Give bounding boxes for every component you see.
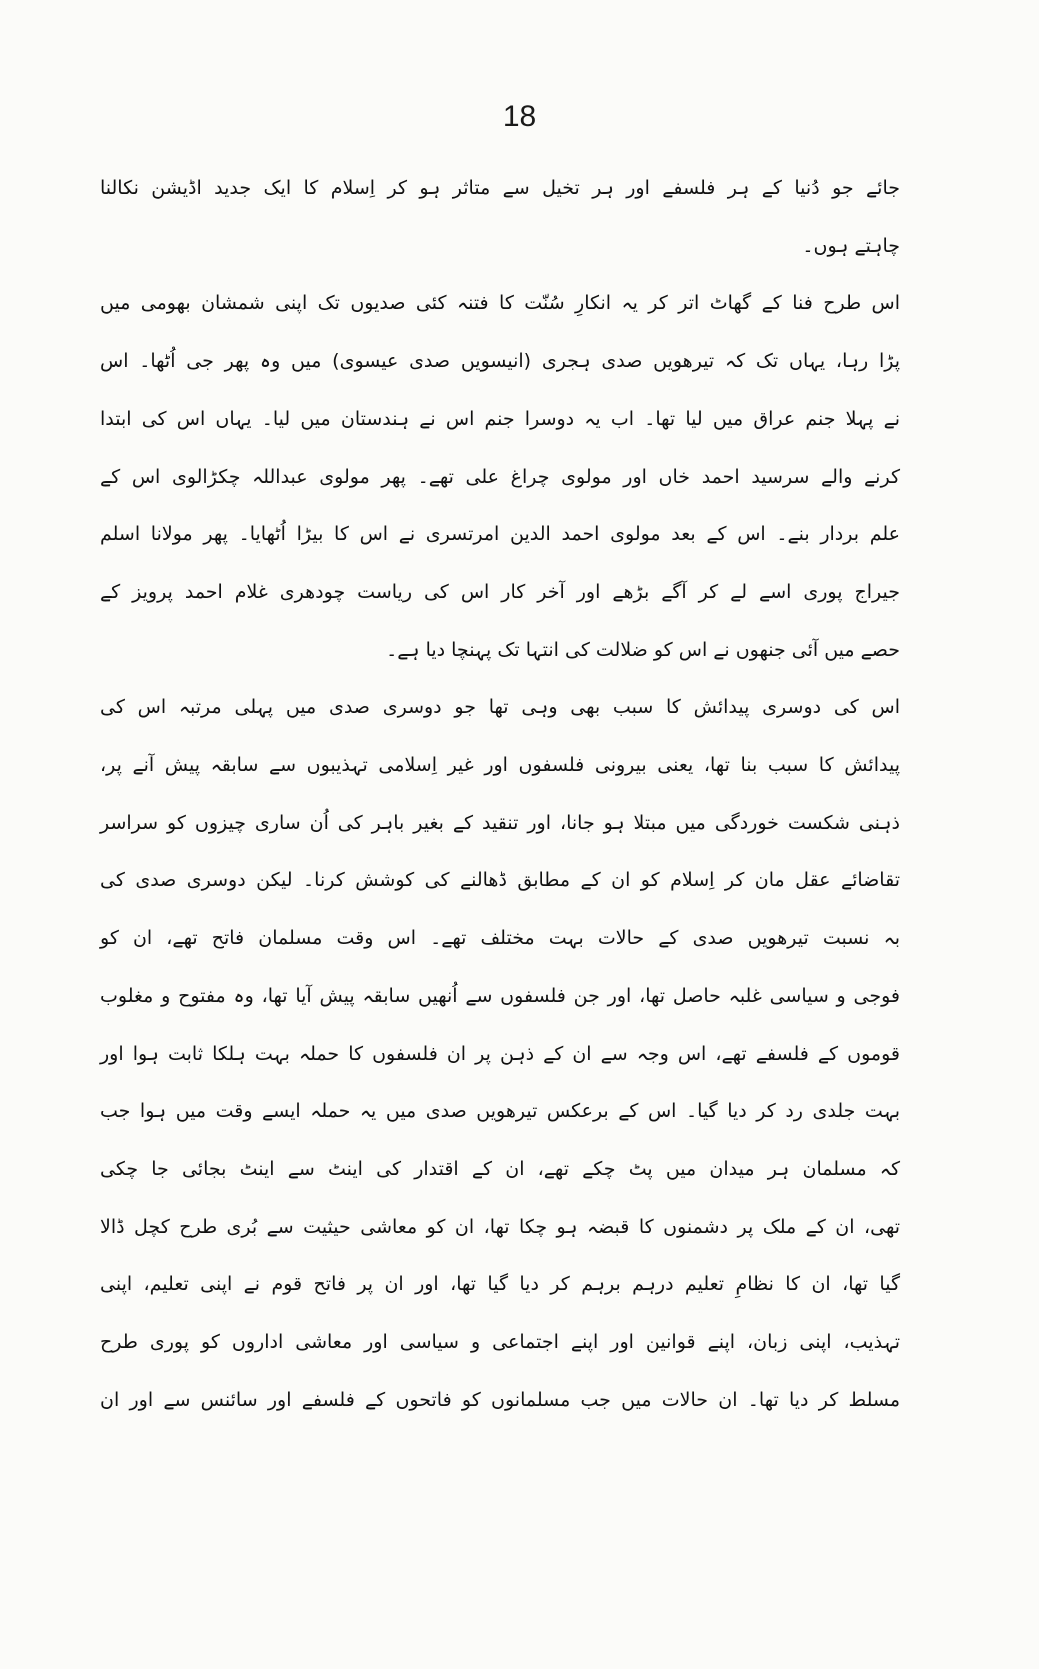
- text-line: جیراج پوری اسے لے کر آگے بڑھے اور آخر کار اس کی ریاست چودھری غلام احمد پرویز کے: [100, 580, 900, 603]
- text-line: فوجی و سیاسی غلبہ حاصل تھا، اور جن فلسفوں سے اُنھیں سابقہ پیش آیا تھا، وہ مفتوح و مغلوب: [100, 984, 900, 1007]
- text-line: چاہتے ہوں۔: [802, 234, 900, 257]
- text-line: پڑا رہا، یہاں تک کہ تیرھویں صدی ہجری (انیسویں صدی عیسوی) میں وہ پھر جی اُٹھا۔ اس: [100, 350, 900, 373]
- text-line: گیا تھا، ان کا نظامِ تعلیم درہم برہم کر دیا گیا تھا، اور ان پر فاتح قوم نے اپنی تعلیم، اپنی: [100, 1273, 900, 1296]
- text-line: کہ مسلمان ہر میدان میں پٹ چکے تھے، ان کے اقتدار کی اینٹ سے اینٹ بجائی جا چکی: [100, 1157, 900, 1180]
- text-line: جائے جو دُنیا کے ہر فلسفے اور ہر تخیل سے متاثر ہو کر اِسلام کا ایک جدید اڈیشن نکالنا: [100, 177, 900, 199]
- text-line: مسلط کر دیا تھا۔ ان حالات میں جب مسلمانوں کو فاتحوں کے فلسفے اور سائنس سے اور ان: [100, 1388, 900, 1411]
- text-line: نے پہلا جنم عراق میں لیا تھا۔ اب یہ دوسرا جنم اس نے ہندستان میں لیا۔ یہاں اس کی ابتدا: [100, 407, 900, 430]
- text-line: بہ نسبت تیرھویں صدی کے حالات بہت مختلف تھے۔ اس وقت مسلمان فاتح تھے، ان کو: [100, 927, 900, 950]
- text-line: تقاضائے عقل مان کر اِسلام کو ان کے مطابق ڈھالنے کی کوشش کرنا۔ لیکن دوسری صدی کی: [100, 869, 900, 892]
- text-line: بہت جلدی رد کر دیا گیا۔ اس کے برعکس تیرھویں صدی میں یہ حملہ ایسے وقت میں ہوا جب: [100, 1100, 900, 1123]
- page-body-text: [100, 160, 900, 1429]
- text-line: کرنے والے سرسید احمد خاں اور مولوی چراغ علی تھے۔ پھر مولوی عبداللہ چکڑالوی اس کے: [100, 465, 900, 488]
- text-line: تہذیب، اپنی زبان، اپنے قوانین اور اپنے اجتماعی و سیاسی اور معاشی اداروں کو پوری طرح: [100, 1331, 900, 1354]
- text-line: پیدائش کا سبب بنا تھا، یعنی بیرونی فلسفوں اور غیر اِسلامی تہذیبوں سے سابقہ پیش آنے پر،: [100, 754, 900, 777]
- text-line: تھی، ان کے ملک پر دشمنوں کا قبضہ ہو چکا تھا، ان کو معاشی حیثیت سے بُری طرح کچل ڈالا: [100, 1215, 900, 1238]
- text-line: اس طرح فنا کے گھاٹ اتر کر یہ انکارِ سُنّت کا فتنہ کئی صدیوں تک اپنی شمشان بھومی میں: [100, 292, 900, 315]
- text-line: علم بردار بنے۔ اس کے بعد مولوی احمد الدین امرتسری نے اس کا بیڑا اُٹھایا۔ پھر مولانا اسلم: [100, 523, 900, 546]
- text-line: قوموں کے فلسفے تھے، اس وجہ سے ان کے ذہن پر ان فلسفوں کا حملہ بہت ہلکا ثابت ہوا اور: [100, 1042, 900, 1065]
- page-number: 18: [502, 100, 537, 133]
- text-line: ذہنی شکست خوردگی میں مبتلا ہو جانا، اور تنقید کے بغیر باہر کی اُن ساری چیزوں کو سراسر: [100, 811, 900, 834]
- text-line: اس کی دوسری پیدائش کا سبب بھی وہی تھا جو دوسری صدی میں پہلی مرتبہ اس کی: [100, 696, 900, 719]
- text-line: حصے میں آئی جنھوں نے اس کو ضلالت کی انتہا تک پہنچا دیا ہے۔: [386, 638, 900, 661]
